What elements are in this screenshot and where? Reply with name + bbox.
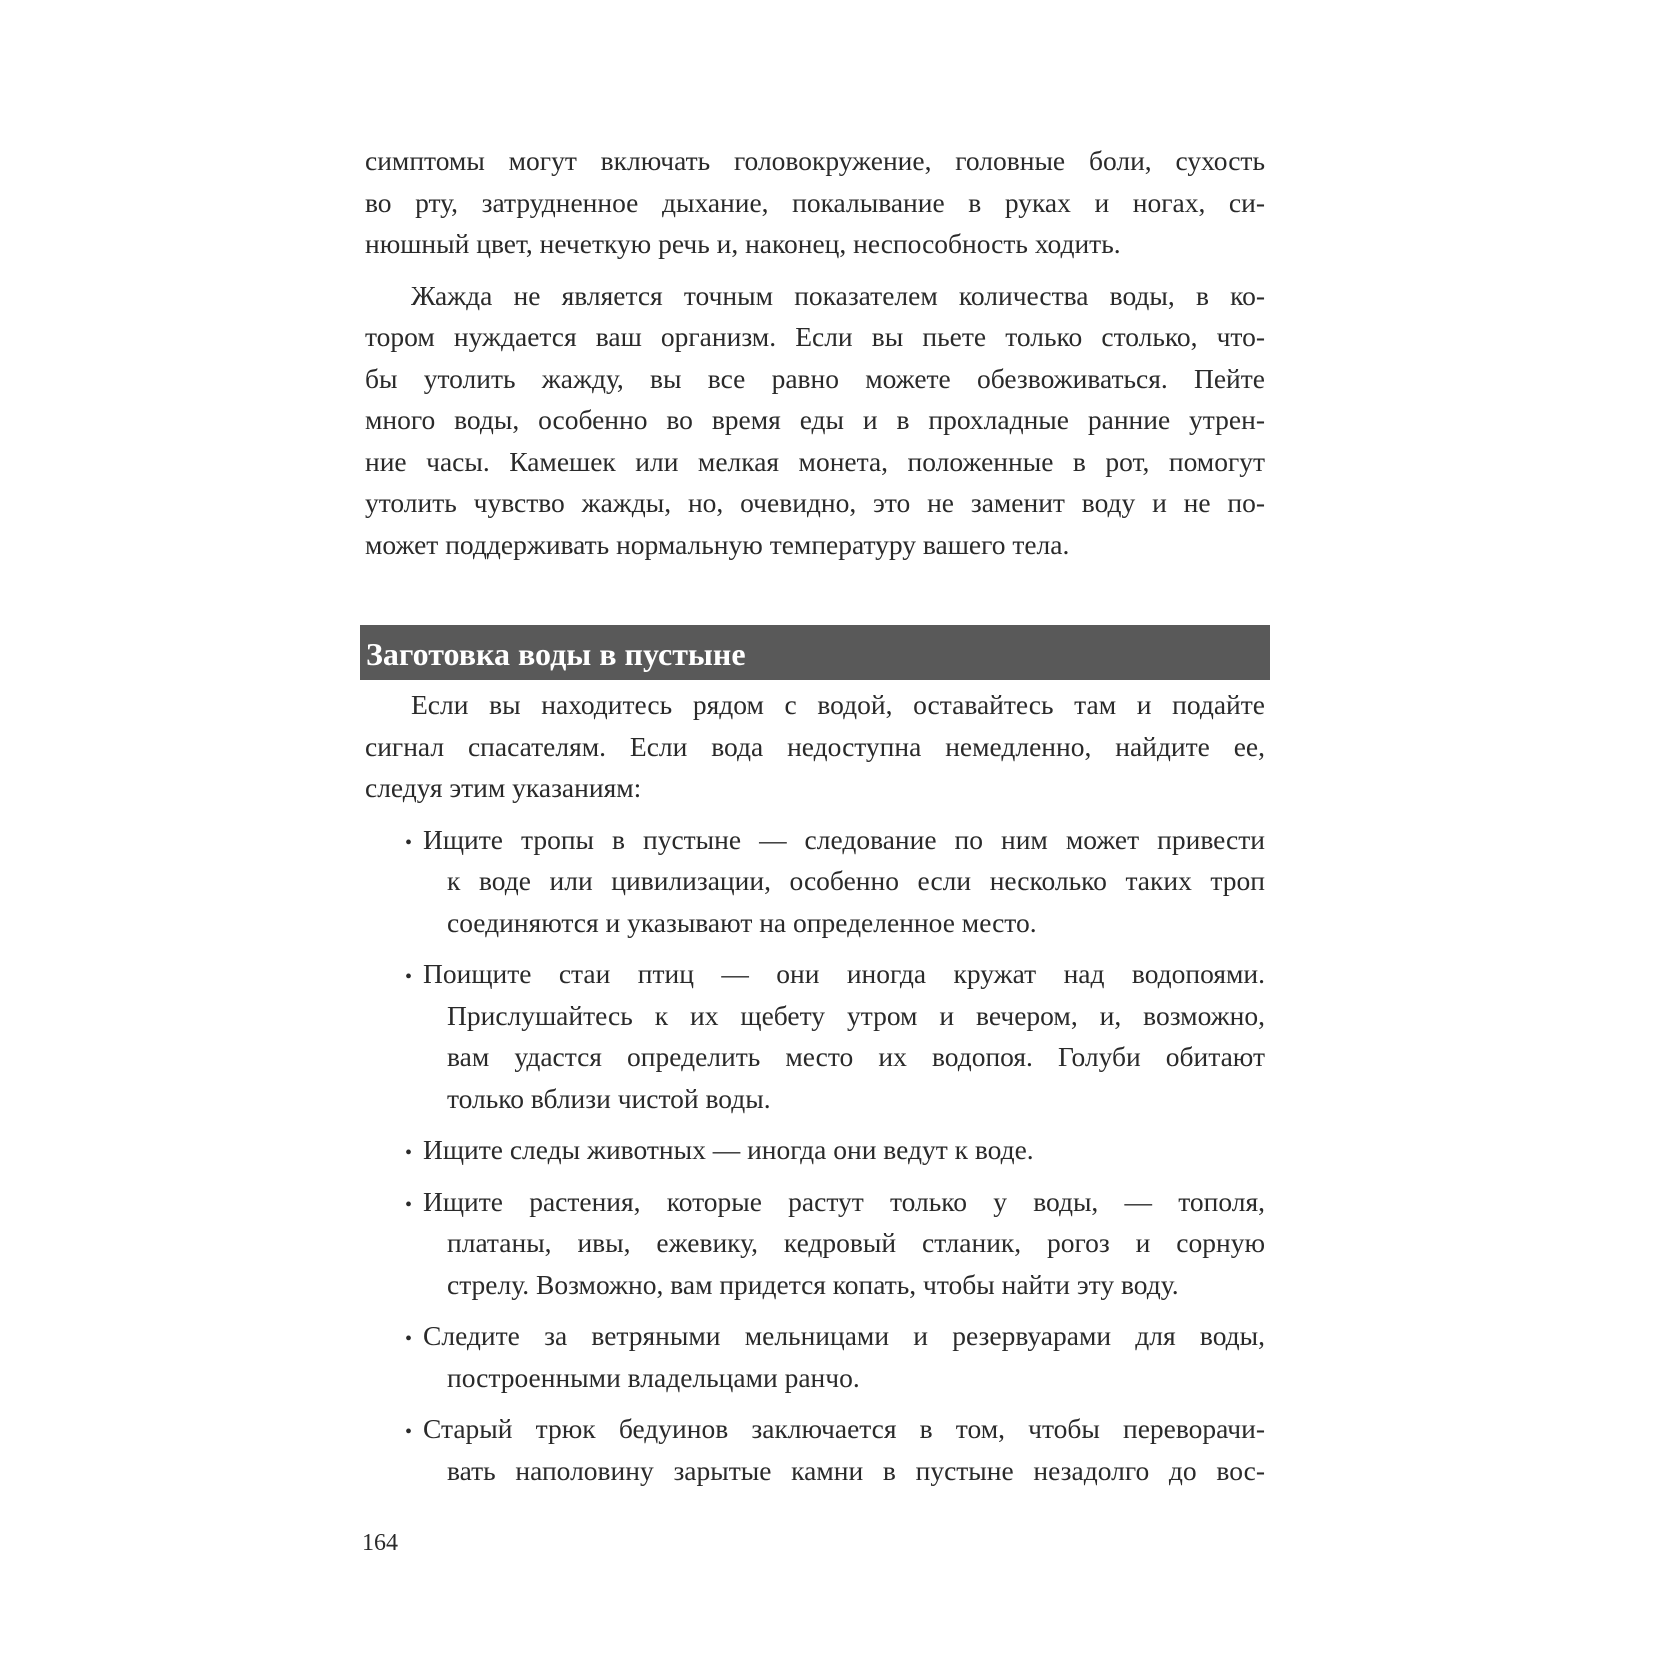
list-item (365, 1315, 1265, 1398)
section-intro-paragraph (365, 684, 1265, 809)
text-line: много воды, особенно во время еды и в прохладные ранние утрен- (365, 404, 1265, 435)
text-line: следуя этим указаниям: (365, 772, 642, 803)
text-line: вать наполовину зарытые камни в пустыне незадолго до вос- (447, 1454, 1265, 1486)
bullet-text: Ищите тропы в пустыне — следование по ним может привести (423, 823, 1265, 855)
text-line: симптомы могут включать головокружение, головные боли, сухость (365, 145, 1265, 176)
bullet-icon: • (405, 1421, 413, 1443)
bullet-icon: • (405, 1328, 413, 1350)
text-line: сигнал спасателям. Если вода недоступна немедленно, найдите ее, (365, 730, 1265, 762)
section-heading: Заготовка воды в пустыне (360, 625, 1270, 680)
text-line: построенными владельцами ранчо. (447, 1361, 860, 1393)
text-line: может поддерживать нормальную температуру вашего тела. (365, 528, 1070, 560)
text-line: ние часы. Камешек или мелкая монета, положенные в рот, помогут (365, 445, 1265, 477)
bullet-icon: • (405, 1193, 413, 1216)
text-line: только вблизи чистой воды. (447, 1082, 771, 1114)
text-line (365, 1408, 1265, 1450)
text-line: стрелу. Возможно, вам придется копать, чтобы найти эту воду. (447, 1268, 1179, 1300)
bullet-text: Ищите следы животных — иногда они ведут к воде. (423, 1134, 1034, 1165)
text-line: утолить чувство жажды, но, очевидно, это не заменит воду и не по- (365, 487, 1265, 518)
text-line (365, 1181, 1265, 1223)
text-line: платаны, ивы, ежевику, кедровый стланик, рогоз и сорную (447, 1227, 1265, 1258)
text-line: Если вы находитесь рядом с водой, оставайтесь там и подайте (411, 689, 1265, 720)
text-line (365, 819, 1265, 861)
list-item (365, 1408, 1265, 1491)
text-line: тором нуждается ваш организм. Если вы пьете только столько, что- (365, 321, 1265, 352)
text-line: вам удастся определить место их водопоя. Голуби обитают (447, 1041, 1265, 1072)
bullet-icon: • (405, 1142, 413, 1164)
bullet-list (365, 819, 1265, 1492)
page-number: 164 (362, 1530, 398, 1556)
bullet-text: Ищите растения, которые растут только у воды, — тополя, (423, 1185, 1265, 1217)
list-item (365, 953, 1265, 1119)
text-line: бы утолить жажду, вы все равно можете обезвоживаться. Пейте (365, 362, 1265, 394)
bullet-icon: • (405, 966, 413, 988)
bullet-text: Старый трюк бедуинов заключается в том, чтобы переворачи- (423, 1413, 1265, 1444)
list-item (365, 819, 1265, 944)
text-line: нюшный цвет, нечеткую речь и, наконец, неспособность ходить. (365, 228, 1121, 259)
bullet-icon: • (405, 831, 413, 854)
text-line (365, 1129, 1265, 1171)
bullet-text: Следите за ветряными мельницами и резервуарами для воды, (423, 1320, 1265, 1351)
thirst-paragraph (365, 275, 1265, 566)
text-line: Жажда не является точным показателем количества воды, в ко- (411, 279, 1265, 311)
list-item (365, 1181, 1265, 1306)
text-line (365, 953, 1265, 995)
text-line: во рту, затрудненное дыхание, покалывание в руках и ногах, си- (365, 186, 1265, 218)
text-line: к воде или цивилизации, особенно если несколько таких троп (447, 865, 1265, 896)
bullet-text: Поищите стаи птиц — они иногда кружат над водопоями. (423, 958, 1265, 989)
intro-paragraph (365, 140, 1265, 265)
page-content (365, 140, 1265, 1501)
list-item (365, 1129, 1265, 1171)
text-line (365, 1315, 1265, 1357)
text-line: Прислушайтесь к их щебету утром и вечером, и, возможно, (447, 999, 1265, 1031)
text-line: соединяются и указывают на определенное место. (447, 906, 1037, 938)
